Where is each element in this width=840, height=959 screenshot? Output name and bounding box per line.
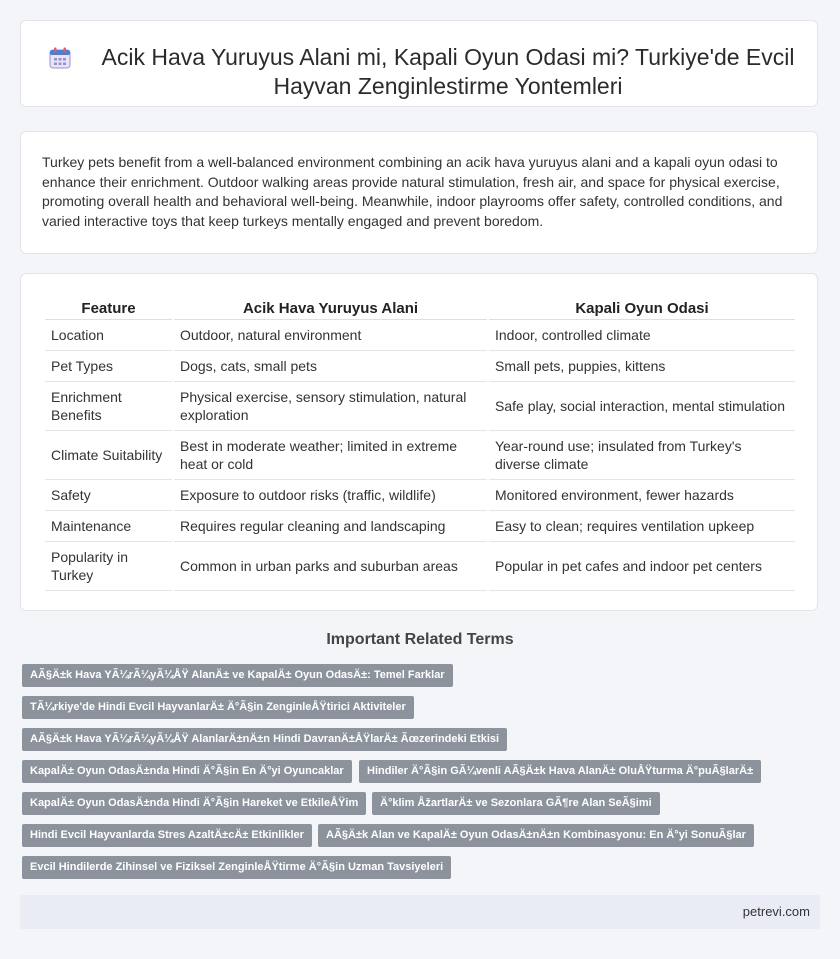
term-tag[interactable]: AÃ§Ä±k Hava YÃ¼rÃ¼yÃ¼ÅŸ AlanÄ± ve KapalÄ± Oyun OdasÄ±: Temel Farklar (22, 664, 453, 687)
term-tag[interactable]: AÃ§Ä±k Alan ve KapalÄ± Oyun OdasÄ±nÄ±n Kombinasyonu: En Ä°yi SonuÃ§lar (318, 824, 754, 847)
table-header-row (45, 296, 795, 320)
term-tag[interactable]: Hindi Evcil Hayvanlarda Stres AzaltÄ±cÄ± Etkinlikler (22, 824, 312, 847)
table-cell-outdoor: Exposure to outdoor risks (traffic, wildlife) (174, 480, 487, 511)
table-cell-indoor: Safe play, social interaction, mental stimulation (489, 382, 795, 431)
table-row (45, 320, 795, 351)
table-row (45, 511, 795, 542)
table-cell-indoor: Year-round use; insulated from Turkey's diverse climate (489, 431, 795, 480)
table-cell-feature: Popularity in Turkey (45, 542, 172, 591)
table-cell-outdoor: Common in urban parks and suburban areas (174, 542, 487, 591)
table-cell-indoor: Monitored environment, fewer hazards (489, 480, 795, 511)
header-card (20, 20, 818, 107)
intro-card (20, 131, 818, 254)
table-cell-feature: Location (45, 320, 172, 351)
table-row (45, 431, 795, 480)
table-cell-outdoor: Best in moderate weather; limited in extreme heat or cold (174, 431, 487, 480)
table-cell-outdoor: Outdoor, natural environment (174, 320, 487, 351)
term-tag[interactable]: KapalÄ± Oyun OdasÄ±nda Hindi Ä°Ã§in Hareket ve EtkileÅŸim (22, 792, 366, 815)
term-tag[interactable]: KapalÄ± Oyun OdasÄ±nda Hindi Ä°Ã§in En Ä°yi Oyuncaklar (22, 760, 352, 783)
term-tag[interactable]: Hindiler Ä°Ã§in GÃ¼venli AÃ§Ä±k Hava AlanÄ± OluÅŸturma Ä°puÃ§larÄ± (359, 760, 761, 783)
table-row (45, 480, 795, 511)
table-cell-indoor: Small pets, puppies, kittens (489, 351, 795, 382)
page-title: Acik Hava Yuruyus Alani mi, Kapali Oyun Odasi mi? Turkiye'de Evcil Hayvan Zenginlestirme Yontemleri (101, 44, 795, 99)
table-cell-feature: Maintenance (45, 511, 172, 542)
table-cell-feature: Enrichment Benefits (45, 382, 172, 431)
table-cell-indoor: Indoor, controlled climate (489, 320, 795, 351)
term-tag[interactable]: Evcil Hindilerde Zihinsel ve Fiziksel ZenginleÅŸtirme Ä°Ã§in Uzman Tavsiyeleri (22, 856, 451, 879)
table-header-feature: Feature (45, 296, 172, 320)
table-row (45, 351, 795, 382)
term-tag[interactable]: AÃ§Ä±k Hava YÃ¼rÃ¼yÃ¼ÅŸ AlanlarÄ±nÄ±n Hindi DavranÄ±ÅŸlarÄ± Ãœzerindeki Etkisi (22, 728, 507, 751)
table-cell-feature: Safety (45, 480, 172, 511)
table-cell-indoor: Popular in pet cafes and indoor pet centers (489, 542, 795, 591)
table-header-indoor: Kapali Oyun Odasi (489, 296, 795, 320)
related-terms-title: Important Related Terms (326, 631, 514, 648)
table-cell-outdoor: Physical exercise, sensory stimulation, natural exploration (174, 382, 487, 431)
footer-site-link[interactable]: petrevi.com (742, 904, 810, 919)
table-header-outdoor: Acik Hava Yuruyus Alani (174, 296, 487, 320)
table-cell-outdoor: Dogs, cats, small pets (174, 351, 487, 382)
term-tag[interactable]: Ä°klim ÅžartlarÄ± ve Sezonlara GÃ¶re Alan SeÃ§imi (372, 792, 660, 815)
table-row (45, 382, 795, 431)
term-tag[interactable]: TÃ¼rkiye'de Hindi Evcil HayvanlarÄ± Ä°Ã§in ZenginleÅŸtirici Aktiviteler (22, 696, 414, 719)
comparison-table (43, 296, 797, 591)
table-cell-feature: Pet Types (45, 351, 172, 382)
table-row (45, 542, 795, 591)
intro-paragraph: Turkey pets benefit from a well-balanced environment combining an acik hava yuruyus alani and a kapali oyun odasi to enhance their enrichment. Outdoor walking areas provide natural stimulation, fresh air, and space for physical exercise, promoting overall health and behavioral well-being. Meanwhile, indoor playrooms offer safety, controlled conditions, and varied interactive toys that keep turkeys mentally engaged and prevent boredom. (42, 154, 783, 229)
calendar-icon (49, 47, 71, 69)
footer (20, 895, 820, 929)
table-cell-outdoor: Requires regular cleaning and landscaping (174, 511, 487, 542)
table-cell-feature: Climate Suitability (45, 431, 172, 480)
comparison-table-card (20, 273, 818, 611)
table-cell-indoor: Easy to clean; requires ventilation upkeep (489, 511, 795, 542)
